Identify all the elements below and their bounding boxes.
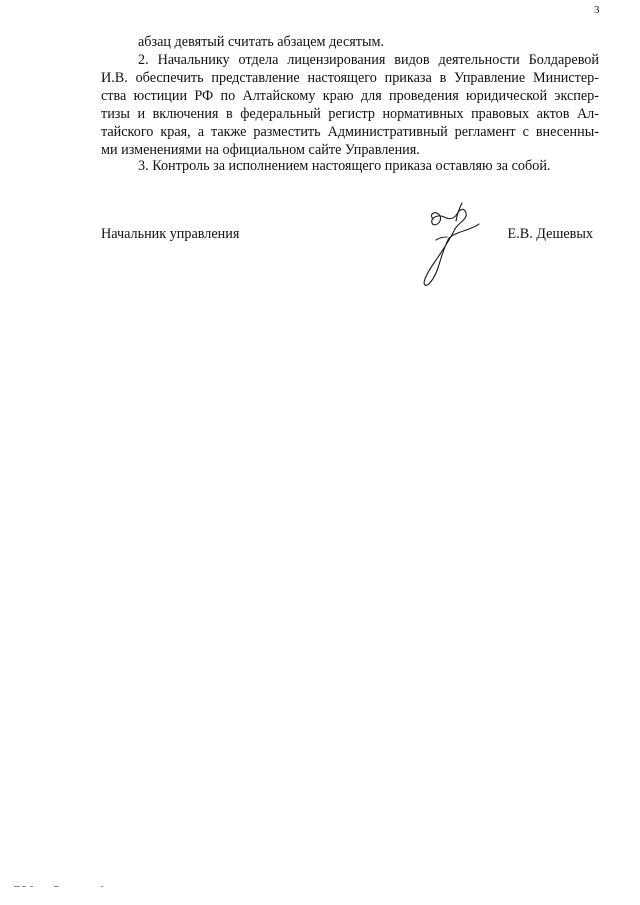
scan-noise — [2, 884, 112, 890]
page-number: 3 — [594, 4, 600, 16]
paragraph-2 — [101, 51, 599, 159]
paragraph-2-line: ства юстиции РФ по Алтайскому краю для проведения юридической экспер- — [101, 88, 599, 104]
handwritten-signature — [403, 195, 485, 290]
paragraph-2-line: тайского края, а также разместить Административный регламент с внесенны- — [101, 124, 599, 140]
paragraph-3: 3. Контроль за исполнением настоящего приказа оставляю за собой. — [138, 158, 551, 174]
paragraph-2-line: 2. Начальнику отдела лицензирования видов деятельности Болдаревой — [138, 52, 599, 68]
paragraph-2-line: И.В. обеспечить представление настоящего приказа в Управление Министер- — [101, 70, 599, 86]
signatory-title: Начальник управления — [101, 226, 240, 242]
signatory-name: Е.В. Дешевых — [507, 226, 593, 242]
paragraph-1-tail: абзац девятый считать абзацем десятым. — [138, 34, 385, 50]
signature-block — [101, 225, 599, 245]
paragraph-2-line: ми изменениями на официальном сайте Управления. — [101, 142, 420, 158]
paragraph-2-line: тизы и включения в федеральный регистр нормативных правовых актов Ал- — [101, 106, 599, 122]
